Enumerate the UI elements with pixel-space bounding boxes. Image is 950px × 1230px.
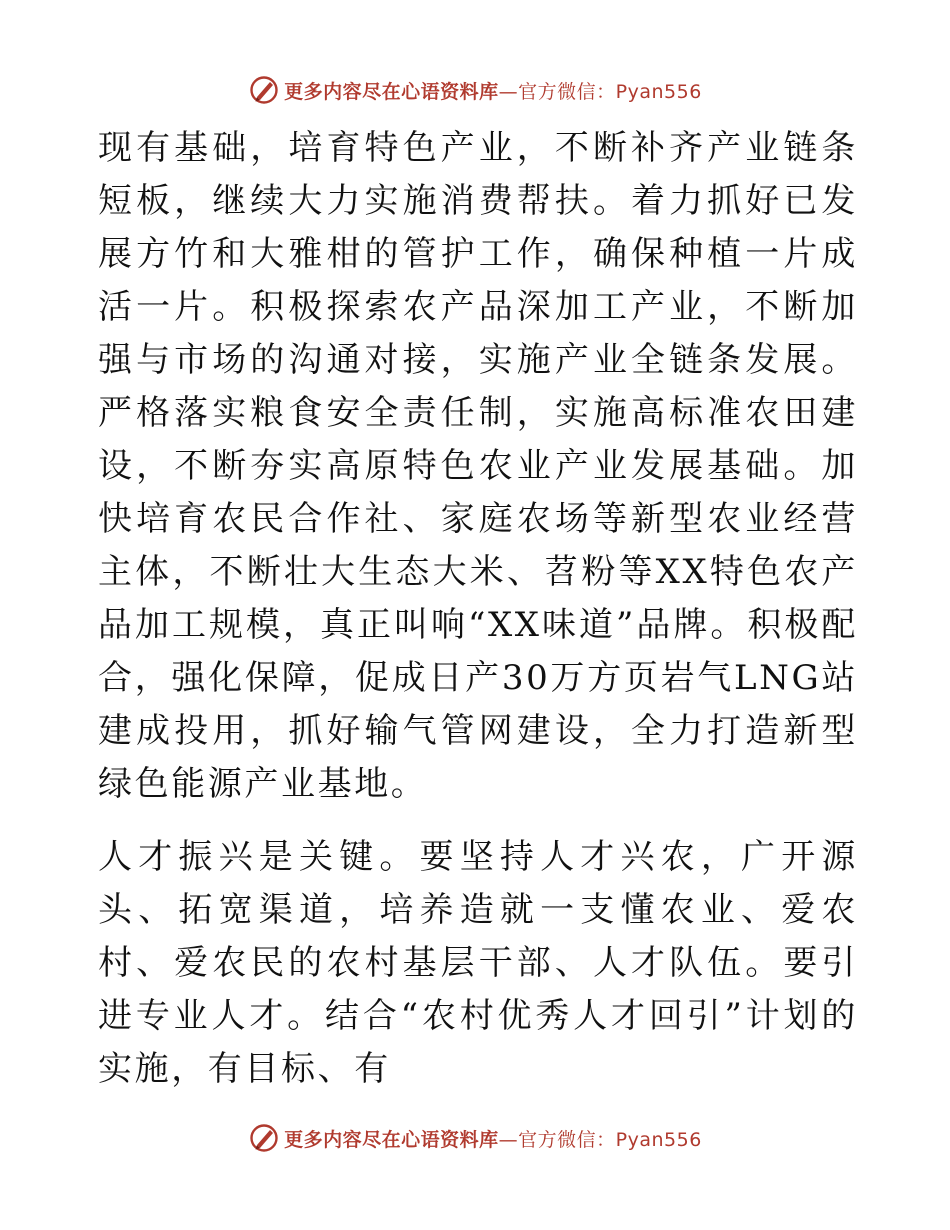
body-paragraph-2: 人才振兴是关键。要坚持人才兴农，广开源头、拓宽渠道，培养造就一支懂农业、爱农村、爱农民的农村基层干部、人才队伍。要引进专业人才。结合“农村优秀人才回引”计划的实施，有目标、有 [98,837,858,1089]
page-header-banner [0,70,950,110]
footer-site-name: 更多内容尽在心语资料库 [284,1128,499,1151]
header-wechat-id: —官方微信：Pyan556 [498,80,702,103]
header-site-name: 更多内容尽在心语资料库 [284,80,499,103]
pen-circle-icon [248,74,280,106]
footer-wechat-id: —官方微信：Pyan556 [498,1128,702,1151]
body-paragraph-1: 现有基础，培育特色产业，不断补齐产业链条短板，继续大力实施消费帮扶。着力抓好已发展方竹和大雅柑的管护工作，确保种植一片成活一片。积极探索农产品深加工产业，不断加强与市场的沟通对接，实施产业全链条发展。严格落实粮食安全责任制，实施高标准农田建设，不断夯实高原特色农业产业发展基础。加快培育农民合作社、家庭农场等新型农业经营主体，不断壮大生态大米、苕粉等XX特色农产品加工规模，真正叫响“XX味道”品牌。积极配合，强化保障，促成日产30万方页岩气LNG站建成投用，抓好输气管网建设，全力打造新型绿色能源产业基地。 [98,128,858,804]
page-footer-banner [0,1118,950,1158]
document-body [98,122,858,1096]
pen-circle-icon [248,1122,280,1154]
